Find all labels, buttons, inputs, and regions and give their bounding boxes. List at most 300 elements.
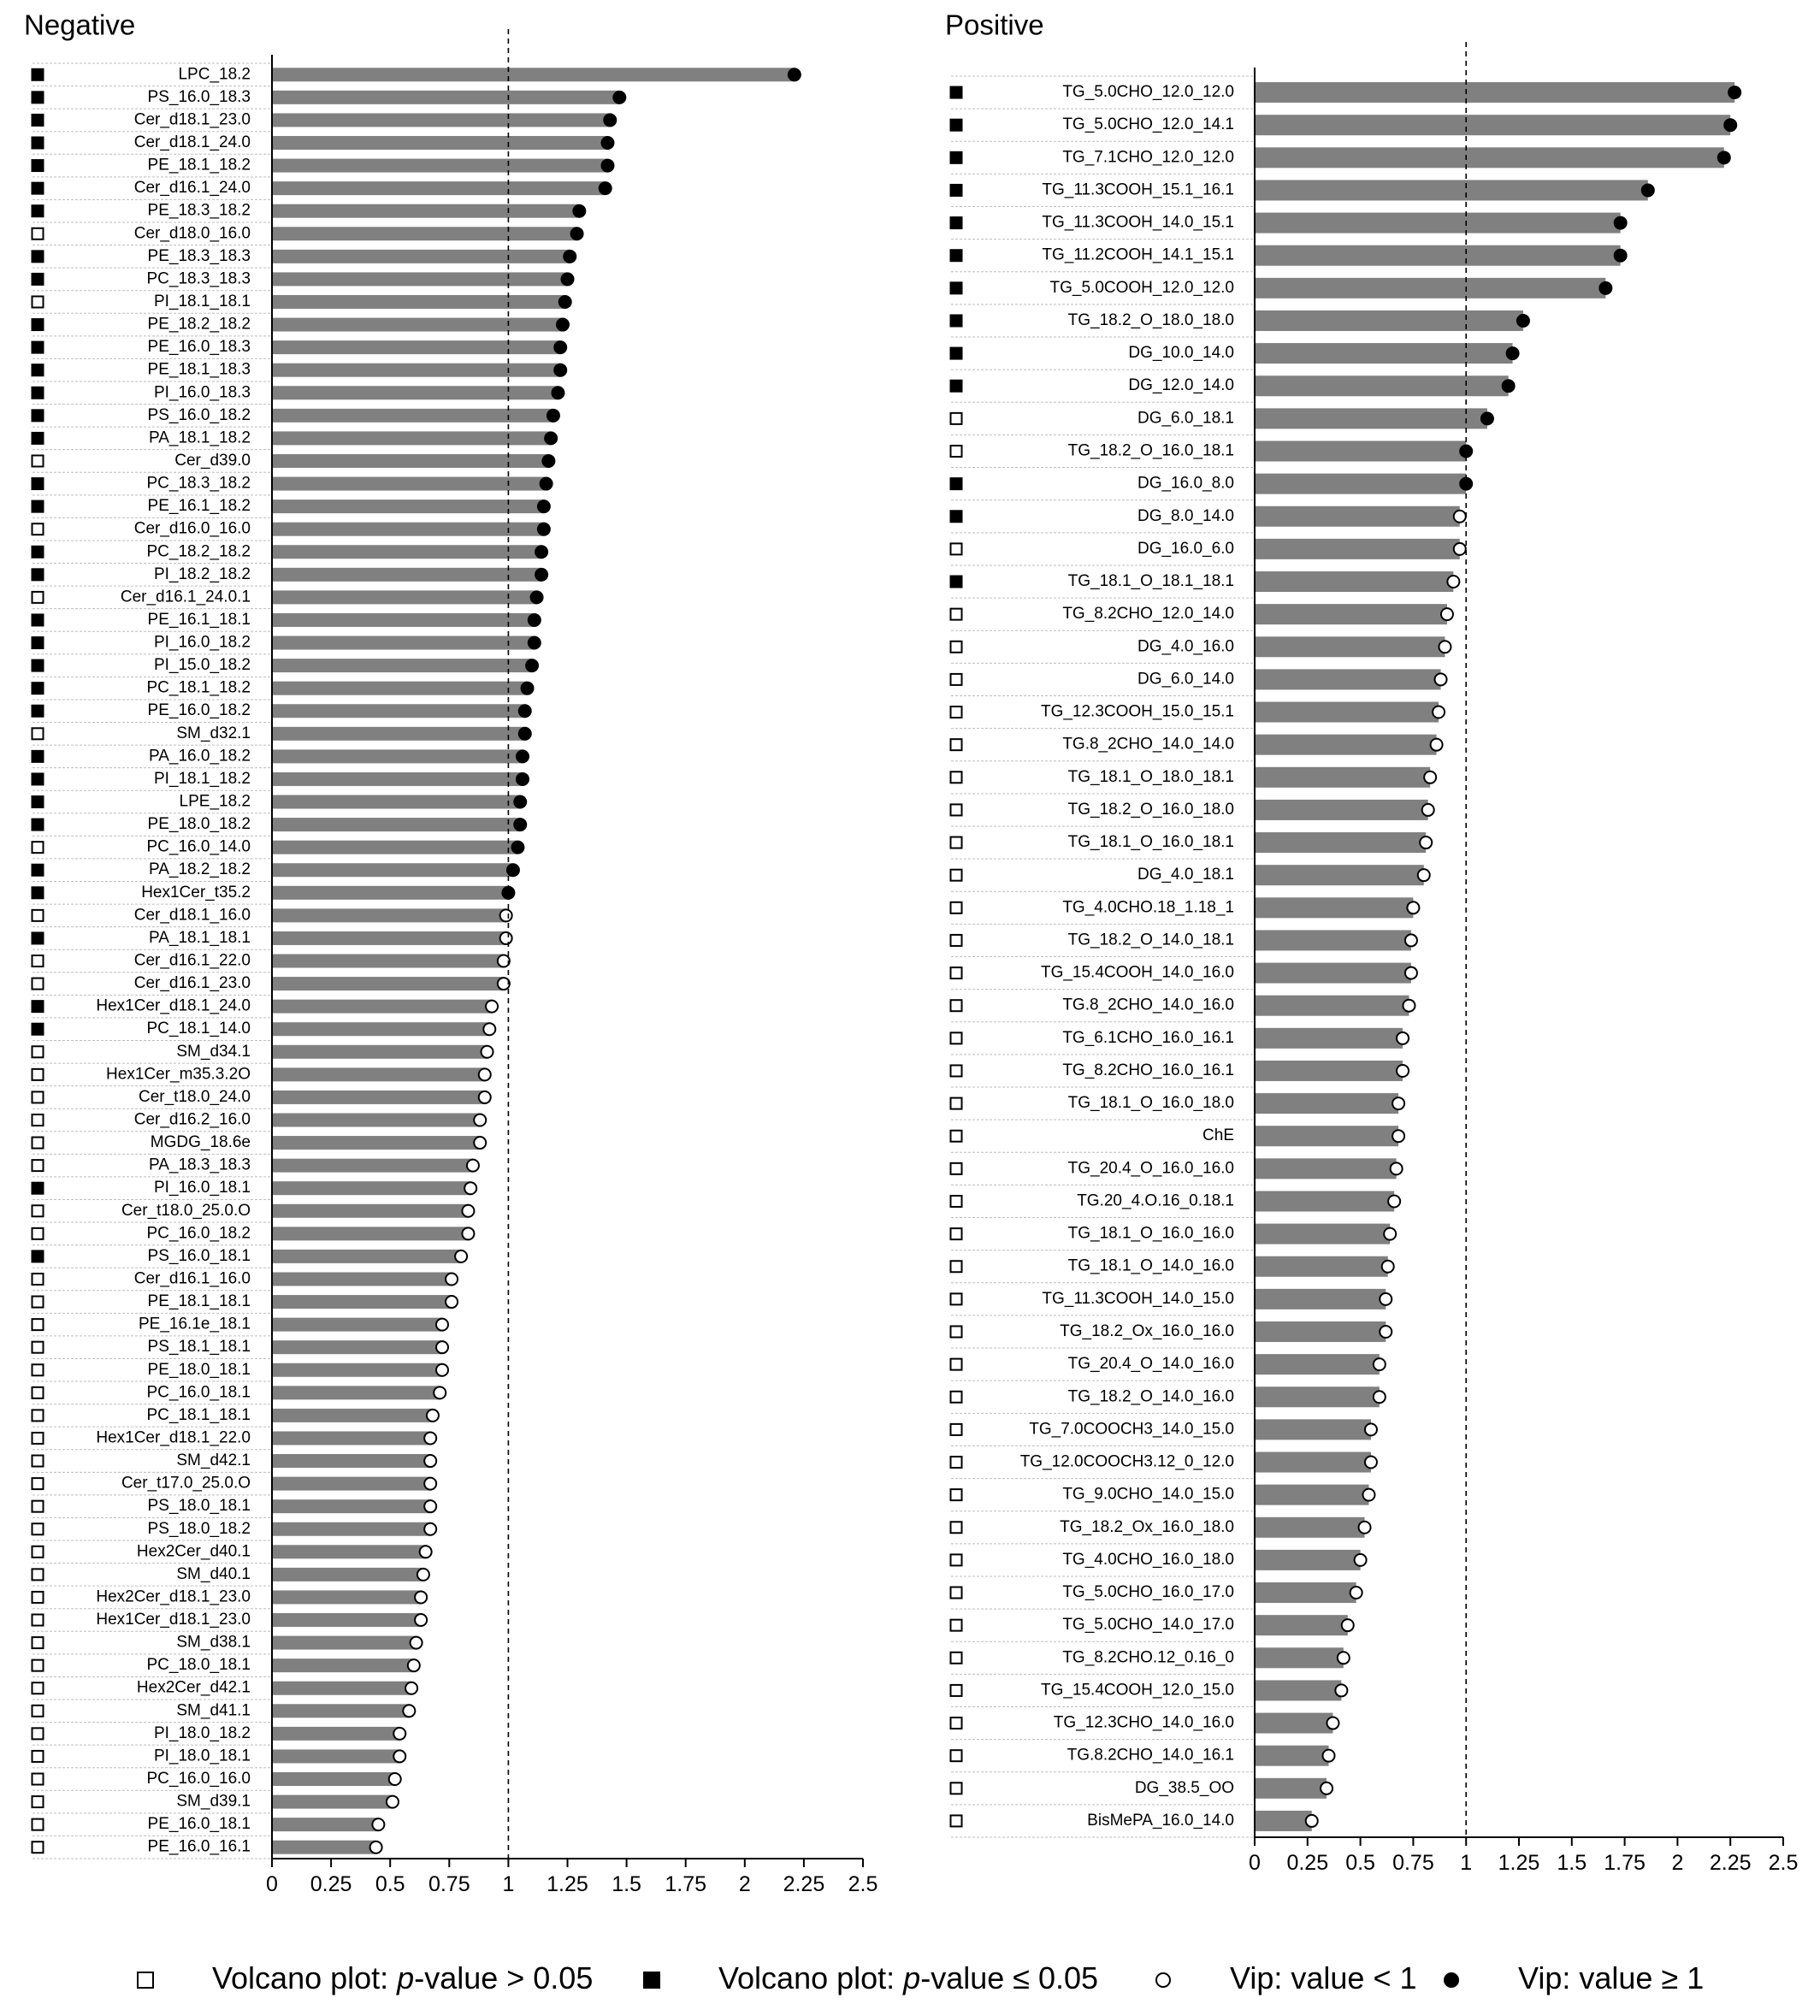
pvalue-open-square <box>32 1478 44 1489</box>
vip-open-circle <box>467 1160 479 1172</box>
category-label: PE_16.0_16.1 <box>147 1837 251 1856</box>
pvalue-open-square <box>951 1587 962 1599</box>
category-label: TG_18.2_O_14.0_18.1 <box>1067 931 1234 949</box>
category-label: TG_18.2_O_16.0_18.0 <box>1067 800 1234 819</box>
vip-open-circle <box>408 1659 420 1671</box>
bar <box>272 1522 430 1536</box>
category-label: SM_d32.1 <box>176 724 251 742</box>
vip-filled-circle <box>517 773 529 785</box>
category-label: TG_5.0COOH_12.0_12.0 <box>1049 278 1234 297</box>
pvalue-open-square <box>32 1410 44 1421</box>
pvalue-filled-square <box>32 433 44 444</box>
vip-open-circle <box>483 1023 495 1035</box>
pvalue-open-square <box>951 1228 962 1239</box>
vip-open-circle <box>479 1091 491 1103</box>
pvalue-open-square <box>32 523 44 535</box>
category-label: PE_16.0_18.3 <box>147 338 251 357</box>
category-label: TG_15.4COOH_12.0_15.0 <box>1040 1681 1234 1700</box>
vip-open-circle <box>462 1227 474 1239</box>
bar <box>1255 800 1428 820</box>
vip-filled-circle <box>1481 412 1493 424</box>
vip-filled-circle <box>514 796 526 808</box>
vip-filled-circle <box>1642 184 1654 196</box>
bar <box>272 908 506 922</box>
bar <box>272 1227 468 1240</box>
category-label: BisMePA_16.0_14.0 <box>1087 1811 1234 1830</box>
pvalue-filled-square <box>32 637 44 648</box>
pvalue-open-square <box>32 1138 44 1149</box>
vip-filled-circle <box>545 432 557 444</box>
category-label: Cer_d39.0 <box>174 451 251 470</box>
vip-filled-circle <box>573 205 585 217</box>
bar <box>1255 82 1734 103</box>
category-label: TG_18.1_O_16.0_18.1 <box>1067 833 1234 852</box>
bar <box>1255 115 1730 135</box>
x-tick-label: 0.25 <box>310 1872 352 1896</box>
x-tick-label: 0.75 <box>1392 1851 1434 1875</box>
bar <box>1255 147 1724 168</box>
bar <box>272 1022 489 1036</box>
pvalue-open-square <box>32 955 44 967</box>
bar <box>272 1682 411 1695</box>
bar <box>1255 702 1439 723</box>
category-label: TG_11.2COOH_14.1_15.1 <box>1042 245 1234 264</box>
vip-open-circle <box>415 1614 427 1626</box>
pvalue-open-square <box>951 1620 962 1631</box>
pvalue-open-square <box>951 1131 962 1142</box>
bar <box>272 1818 378 1831</box>
bar <box>1255 897 1413 918</box>
category-label: TG_4.0CHO_16.0_18.0 <box>1062 1550 1234 1569</box>
pvalue-open-square <box>32 1205 44 1216</box>
category-label: DG_4.0_16.0 <box>1137 637 1234 656</box>
category-label: TG_5.0CHO_16.0_17.0 <box>1062 1583 1234 1602</box>
category-label: LPC_18.2 <box>178 65 251 84</box>
pvalue-filled-square <box>32 1024 44 1035</box>
bar <box>272 364 560 377</box>
bar <box>272 91 619 104</box>
bar <box>1255 1485 1368 1505</box>
pvalue-open-square <box>32 1706 44 1717</box>
pvalue-open-square <box>32 1501 44 1512</box>
pvalue-open-square <box>951 674 962 685</box>
pvalue-filled-square <box>951 185 962 196</box>
bar <box>1255 1615 1348 1635</box>
pvalue-filled-square <box>951 478 962 489</box>
bar <box>272 636 535 650</box>
bar <box>272 1477 430 1491</box>
category-label: MGDG_18.6e <box>150 1133 251 1152</box>
bar <box>272 659 532 672</box>
pvalue-open-square <box>32 1819 44 1830</box>
pvalue-filled-square <box>951 511 962 522</box>
category-label: Cer_d16.2_16.0 <box>133 1110 251 1129</box>
category-label: SM_d42.1 <box>176 1451 251 1470</box>
bar <box>272 1136 480 1150</box>
category-label: TG_18.1_O_16.0_16.0 <box>1067 1224 1234 1243</box>
pvalue-filled-square <box>32 205 44 216</box>
x-tick-label: 1.75 <box>1604 1851 1646 1875</box>
vip-open-circle <box>1359 1522 1371 1534</box>
bar <box>1255 1028 1403 1049</box>
pvalue-filled-square <box>32 69 44 80</box>
bar <box>272 841 517 854</box>
x-tick-label: 1.25 <box>1498 1851 1540 1875</box>
vip-open-circle <box>1405 967 1417 979</box>
vip-open-circle <box>1350 1587 1362 1599</box>
vip-open-circle <box>462 1205 474 1217</box>
category-label: DG_4.0_18.1 <box>1137 866 1234 884</box>
category-label: PE_16.0_18.1 <box>147 1815 251 1834</box>
pvalue-open-square <box>951 935 962 946</box>
category-label: Cer_d18.1_23.0 <box>133 110 251 129</box>
vip-filled-circle <box>604 114 616 126</box>
category-label: Cer_d16.1_22.0 <box>133 951 251 970</box>
bar <box>272 818 520 831</box>
vip-open-circle <box>411 1637 422 1649</box>
pvalue-filled-square <box>951 87 962 98</box>
pvalue-filled-square <box>32 660 44 671</box>
category-label: DG_6.0_14.0 <box>1137 670 1234 689</box>
vip-open-circle <box>436 1364 448 1376</box>
pvalue-open-square <box>32 1342 44 1353</box>
category-label: SM_d38.1 <box>176 1633 251 1652</box>
pvalue-open-square <box>951 1163 962 1174</box>
vip-open-circle <box>389 1773 401 1785</box>
vip-open-circle <box>1397 1032 1409 1044</box>
bar <box>1255 1126 1398 1146</box>
vip-open-circle <box>1435 673 1447 685</box>
category-label: DG_6.0_18.1 <box>1137 409 1234 428</box>
category-label: LPE_18.2 <box>179 792 251 811</box>
category-label: TG_20.4_O_16.0_16.0 <box>1067 1159 1234 1178</box>
pvalue-open-square <box>32 1364 44 1375</box>
category-label: TG_12.3COOH_15.0_15.1 <box>1040 702 1234 721</box>
pvalue-filled-square <box>32 683 44 694</box>
category-label: TG_18.1_O_14.0_16.0 <box>1067 1256 1234 1275</box>
pvalue-filled-square <box>951 576 962 588</box>
pvalue-open-square <box>951 1261 962 1272</box>
vip-open-circle <box>1422 804 1434 816</box>
pvalue-open-square <box>32 1456 44 1467</box>
pvalue-open-square <box>951 967 962 978</box>
bar <box>1255 1158 1397 1179</box>
category-label: PE_16.0_18.2 <box>147 701 251 720</box>
vip-filled-circle <box>1507 347 1519 359</box>
category-label: Hex2Cer_d40.1 <box>136 1542 251 1561</box>
pvalue-open-square <box>32 1297 44 1308</box>
pvalue-open-square <box>32 1682 44 1694</box>
category-label: TG_7.0COOCH3_14.0_15.0 <box>1029 1420 1234 1439</box>
x-tick-label: 1 <box>502 1872 515 1896</box>
vip-open-circle <box>1374 1358 1386 1370</box>
vip-filled-circle <box>600 182 612 194</box>
pvalue-filled-square <box>32 932 44 943</box>
pvalue-filled-square <box>951 250 962 261</box>
category-label: TG.8.2CHO_14.0_16.1 <box>1067 1746 1234 1765</box>
x-tick-label: 0.5 <box>1345 1851 1375 1875</box>
category-label: DG_12.0_14.0 <box>1128 376 1234 395</box>
category-label: PI_15.0_18.2 <box>153 656 251 675</box>
bar <box>272 386 558 399</box>
category-label: PC_18.1_18.1 <box>146 1405 251 1424</box>
pvalue-open-square <box>951 1554 962 1565</box>
bar <box>272 1841 376 1854</box>
x-tick-label: 0.75 <box>428 1872 470 1896</box>
bar <box>272 68 795 81</box>
category-label: PE_18.3_18.2 <box>147 201 251 220</box>
pvalue-filled-square <box>32 410 44 421</box>
bar <box>272 523 544 536</box>
category-label: TG_11.3COOH_14.0_15.0 <box>1042 1289 1234 1308</box>
x-tick-label: 2.5 <box>1768 1851 1799 1875</box>
category-label: TG.20_4.O.16_0.18.1 <box>1077 1191 1234 1210</box>
x-tick-label: 0.5 <box>375 1872 405 1896</box>
vip-open-circle <box>1342 1619 1354 1631</box>
bar <box>1255 245 1621 266</box>
pvalue-filled-square <box>32 364 44 375</box>
vip-open-circle <box>1306 1815 1318 1827</box>
bar <box>272 1545 426 1558</box>
pvalue-open-square <box>951 1293 962 1304</box>
bar <box>272 1431 430 1445</box>
bar <box>1255 832 1426 853</box>
category-label: TG_11.3COOH_15.1_16.1 <box>1042 180 1234 199</box>
category-label: TG_12.3CHO_14.0_16.0 <box>1053 1713 1234 1732</box>
pvalue-filled-square <box>951 152 962 163</box>
category-label: PE_18.1_18.1 <box>147 1292 251 1311</box>
bar <box>1255 1550 1361 1570</box>
vip-filled-circle <box>789 68 801 80</box>
vip-filled-circle <box>1718 151 1730 163</box>
vip-open-circle <box>1335 1684 1347 1696</box>
category-label: PA_18.3_18.3 <box>148 1156 251 1174</box>
pvalue-open-square <box>951 837 962 848</box>
category-label: PE_18.1_18.2 <box>147 156 251 174</box>
vip-filled-circle <box>538 500 550 512</box>
pvalue-open-square <box>32 1319 44 1330</box>
bar <box>1255 1354 1380 1375</box>
pvalue-open-square <box>32 1274 44 1285</box>
bar <box>272 272 568 286</box>
bar <box>1255 343 1513 364</box>
bar <box>272 1613 421 1627</box>
vip-open-circle <box>1391 1162 1403 1174</box>
category-label: PI_16.0_18.1 <box>153 1179 251 1197</box>
pvalue-open-square <box>32 978 44 990</box>
vip-open-circle <box>474 1114 486 1126</box>
x-tick-label: 2.25 <box>1709 1851 1752 1875</box>
pvalue-open-square <box>32 1637 44 1648</box>
x-tick-label: 2.25 <box>783 1872 825 1896</box>
pvalue-open-square <box>32 728 44 739</box>
vip-open-circle <box>424 1478 436 1490</box>
bar <box>272 227 577 240</box>
pvalue-open-square <box>32 1728 44 1739</box>
pvalue-open-square <box>951 1359 962 1370</box>
bar <box>1255 1452 1371 1473</box>
category-label: PE_16.1_18.2 <box>147 497 251 516</box>
vip-filled-circle <box>529 614 541 626</box>
x-tick-label: 1 <box>1460 1851 1473 1875</box>
pvalue-open-square <box>951 446 962 457</box>
bar <box>272 113 610 127</box>
category-label: Cer_t17.0_25.0.O <box>121 1474 251 1493</box>
vip-open-circle <box>1323 1750 1335 1762</box>
vip-open-circle <box>500 932 512 944</box>
vip-filled-circle <box>1724 119 1736 131</box>
pvalue-open-square <box>951 1685 962 1696</box>
pvalue-open-square <box>951 609 962 620</box>
pvalue-filled-square <box>32 569 44 580</box>
category-label: TG_18.1_O_18.1_18.1 <box>1067 572 1234 591</box>
category-label: Cer_d16.0_16.0 <box>133 519 251 538</box>
bar <box>272 727 525 741</box>
bar <box>1255 180 1648 200</box>
filled-circle-icon <box>1445 1973 1458 1987</box>
bar <box>1255 506 1460 527</box>
vip-open-circle <box>1382 1261 1394 1273</box>
bar <box>272 1340 442 1354</box>
category-label: PE_18.2_18.2 <box>147 315 251 334</box>
category-label: PE_18.0_18.1 <box>147 1360 251 1379</box>
vip-open-circle <box>424 1455 436 1467</box>
category-label: TG_18.2_O_14.0_16.0 <box>1067 1387 1234 1406</box>
legend-label: Vip: value < 1 <box>1230 1960 1417 1995</box>
bar <box>272 1409 433 1422</box>
bar <box>272 318 563 332</box>
pvalue-filled-square <box>32 251 44 262</box>
vip-filled-circle <box>547 410 559 422</box>
bar <box>1255 1321 1386 1342</box>
bar <box>272 568 541 582</box>
bar <box>272 1159 473 1173</box>
pvalue-open-square <box>951 804 962 815</box>
vip-filled-circle <box>564 251 576 263</box>
pvalue-filled-square <box>32 137 44 148</box>
pvalue-open-square <box>32 592 44 603</box>
bar <box>272 704 525 718</box>
bar <box>272 1658 414 1672</box>
vip-filled-circle <box>1615 250 1627 262</box>
bar <box>272 682 528 695</box>
pvalue-open-square <box>951 413 962 424</box>
pvalue-open-square <box>32 1114 44 1126</box>
category-label: TG_6.1CHO_16.0_16.1 <box>1062 1028 1234 1047</box>
category-label: TG_18.2_O_18.0_18.0 <box>1067 310 1234 329</box>
vip-open-circle <box>474 1137 486 1149</box>
bar <box>1255 735 1437 755</box>
category-label: DG_16.0_8.0 <box>1137 474 1234 493</box>
vip-open-circle <box>500 909 512 921</box>
bar <box>272 795 520 809</box>
x-tick-label: 2 <box>738 1872 751 1896</box>
pvalue-filled-square <box>951 282 962 293</box>
vip-open-circle <box>1362 1489 1374 1501</box>
pvalue-open-square <box>951 1000 962 1011</box>
bar <box>272 1795 393 1809</box>
legend-label: Vip: value ≥ 1 <box>1518 1960 1705 1995</box>
bar <box>1255 1289 1386 1310</box>
vip-open-circle <box>1431 739 1443 751</box>
bar <box>1255 1713 1332 1734</box>
vip-open-circle <box>1441 608 1453 620</box>
bar <box>272 613 535 627</box>
vip-filled-circle <box>522 683 534 695</box>
x-tick-label: 1.5 <box>1557 1851 1587 1875</box>
vip-open-circle <box>1454 511 1466 523</box>
bar <box>1255 963 1411 984</box>
pvalue-open-square <box>951 870 962 881</box>
vip-filled-circle <box>529 637 541 649</box>
category-label: PA_18.1_18.1 <box>148 928 251 947</box>
vip-open-circle <box>403 1705 415 1717</box>
category-label: ChE <box>1202 1126 1234 1145</box>
pvalue-open-square <box>32 1160 44 1171</box>
pvalue-open-square <box>32 1387 44 1398</box>
category-label: PE_16.1_18.1 <box>147 610 251 629</box>
vip-filled-circle <box>517 750 529 762</box>
bar <box>1255 1778 1327 1799</box>
bar <box>1255 213 1621 234</box>
bar <box>272 409 553 423</box>
pvalue-open-square <box>951 772 962 783</box>
category-label: PI_18.1_18.1 <box>153 292 251 310</box>
bar <box>272 1590 421 1604</box>
bar <box>272 295 565 309</box>
category-label: TG.8_2CHO_14.0_14.0 <box>1062 735 1234 754</box>
bar <box>272 250 570 263</box>
pvalue-filled-square <box>32 183 44 194</box>
pvalue-open-square <box>32 1523 44 1534</box>
bar <box>1255 474 1466 494</box>
pvalue-filled-square <box>32 115 44 126</box>
bar <box>1255 440 1466 461</box>
pvalue-open-square <box>951 1815 962 1826</box>
pvalue-open-square <box>951 641 962 653</box>
category-label: PI_18.2_18.2 <box>153 565 251 583</box>
vip-open-circle <box>1420 837 1432 848</box>
bar <box>1255 1680 1341 1700</box>
category-label: PS_18.0_18.2 <box>147 1519 251 1538</box>
vip-open-circle <box>1388 1195 1400 1207</box>
pvalue-open-square <box>951 1652 962 1664</box>
vip-open-circle <box>427 1410 439 1422</box>
pvalue-filled-square <box>32 342 44 353</box>
bar <box>1255 310 1523 331</box>
bar <box>272 1295 452 1309</box>
category-label: PC_18.1_18.2 <box>146 678 251 697</box>
pvalue-filled-square <box>32 387 44 399</box>
pvalue-filled-square <box>32 751 44 762</box>
category-label: PI_16.0_18.2 <box>153 633 251 652</box>
category-label: PC_16.0_18.2 <box>146 1224 251 1243</box>
vip-open-circle <box>372 1818 384 1830</box>
bar <box>272 500 544 513</box>
category-label: PC_18.3_18.3 <box>146 269 251 288</box>
pvalue-filled-square <box>32 160 44 171</box>
bar <box>272 431 551 445</box>
bar <box>1255 278 1605 299</box>
pvalue-filled-square <box>32 887 44 898</box>
category-label: PE_18.3_18.3 <box>147 246 251 265</box>
vip-filled-circle <box>526 659 538 671</box>
pvalue-filled-square <box>32 319 44 330</box>
category-label: Cer_d16.1_23.0 <box>133 974 251 993</box>
bar <box>272 1000 492 1014</box>
vip-filled-circle <box>557 319 569 331</box>
pvalue-open-square <box>32 1091 44 1103</box>
